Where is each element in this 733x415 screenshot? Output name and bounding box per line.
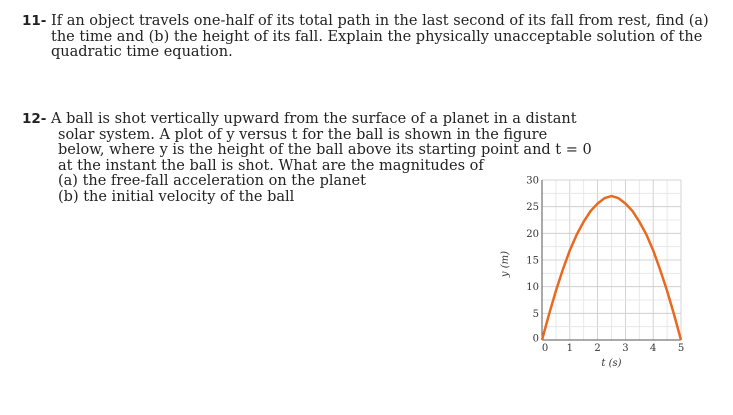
chart-grid	[542, 180, 681, 340]
y-tick-label: 10	[526, 282, 539, 294]
problem-11-line-2: the time and (b) the height of its fall. Explain the physically unacceptable solution of the	[51, 28, 703, 45]
problem-12-line-2: solar system. A plot of y versus t for the ball is shown in the figure	[58, 126, 548, 143]
problem-11-line-1	[22, 14, 709, 30]
x-tick-label: 5	[677, 343, 685, 354]
problem-12-line-4: at the instant the ball is shot. What are the magnitudes of	[58, 157, 484, 174]
height-vs-time-chart	[476, 170, 686, 382]
y-tick-label: 25	[526, 202, 539, 214]
problem-12-number: 12-	[22, 111, 47, 127]
problem-11-text: If an object travels one-half of its total path in the last second of its fall from rest, find (a)	[51, 13, 709, 29]
problem-12-line-3: below, where y is the height of the ball above its starting point and t = 0	[58, 142, 592, 158]
x-tick-label: 2	[594, 343, 601, 354]
y-tick-label: 5	[532, 308, 539, 320]
problem-11-number: 11-	[22, 13, 47, 29]
x-axis-label: t (s)	[601, 358, 622, 369]
x-tick-label: 0	[541, 343, 549, 354]
x-tick-label: 1	[566, 343, 573, 354]
y-tick-label: 0	[532, 333, 539, 345]
problem-12-line-5: (a) the free-fall acceleration on the planet	[58, 173, 366, 189]
problem-12-line-1	[22, 112, 592, 128]
y-tick-label: 20	[526, 228, 539, 240]
y-axis-label: y (m)	[500, 250, 511, 278]
y-tick-label: 15	[526, 255, 539, 267]
problem-11-line-3: quadratic time equation.	[51, 44, 233, 60]
x-tick-label: 4	[650, 343, 657, 354]
x-tick-label: 3	[622, 343, 629, 354]
problem-12-text: A ball is shot vertically upward from the surface of a planet in a distant	[51, 111, 577, 127]
problem-12-line-6: (b) the initial velocity of the ball	[58, 188, 295, 205]
y-tick-label: 30	[526, 175, 539, 187]
chart-ticks	[526, 176, 684, 355]
problem-11	[22, 14, 709, 61]
